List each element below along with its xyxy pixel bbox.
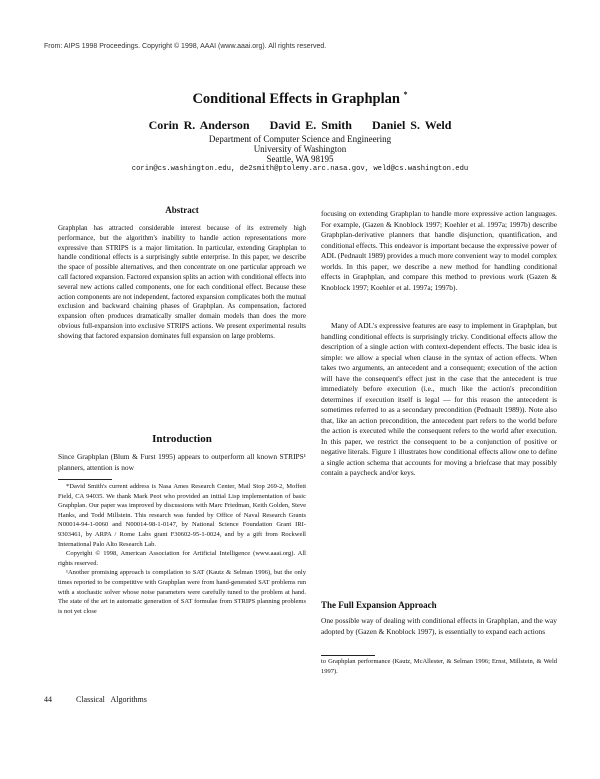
footnotes-left [58,482,306,616]
footnote-continued [321,657,557,676]
provenance-line: From: AIPS 1998 Proceedings. Copyright © 1998, AAAI (www.aaai.org). All rights reserved. [44,43,327,50]
footnote-1: ¹Another promising approach is compilation to SAT (Kautz & Selman 1996), but the only times reported to be competitive with Graphplan were from hand-generated SAT problems run with a stochastic solver whose noise parameters were carefully tuned to the problem at hand. The state of the art in automatic generation of SAT formulae from STRIPS planning problems is not yet close [58,569,306,615]
right-column-paragraph-3 [321,616,557,637]
author-emails: corin@cs.washington.edu, de2smith@ptolemy.arc.nasa.gov, weld@cs.washington.edu [131,165,469,173]
right-column-paragraph-2 [321,321,557,479]
affiliation-city: Seattle, WA 98195 [266,154,334,164]
affiliation-university: University of Washington [253,144,347,154]
right-column-paragraph-1 [321,209,557,293]
page-number: 44 [44,695,52,704]
footnote-copyright: Copyright © 1998, American Association for Artificial Intelligence (www.aaai.org). All rights reserved. [58,550,306,567]
full-expansion-heading: The Full Expansion Approach [321,600,437,610]
footnote-author-note: *David Smith's current address is Nasa Ames Research Center, Mail Stop 269-2, Moffett Field, CA 94035. We thank Mark Peot who provided an initial Lisp implementation of basic Graphplan. Our paper was improved by discussions with Marc Friedman, Keith Golden, Steve Hanks, and Todd Millstein. This research was funded by Office of Naval Research Grants N00014-94-1-0060 and N00014-98-1-0147, by National Science Foundation Grant IRI-9303461, by ARPA / Rome Labs grant F30602-95-1-0024, and by a gift from Rockwell International Palo Alto Research Lab. [58,483,306,548]
footnote-rule-left [58,479,112,480]
footnote-continued-text: to Graphplan performance (Kautz, McAllester, & Selman 1996; Ernst, Millstein, & Weld 1997). [321,658,557,675]
abstract-text: Graphplan has attracted considerable interest because of its extremely high performance, but the algorithm's inability to handle action representations more expressive than STRIPS is a major limitation. In particular, extending Graphplan to handle conditional effects is a surprisingly subtle enterprise. In this paper, we describe the space of possible alternatives, and then concentrate on one particular approach we call factored expansion. Factored expansion splits an action with conditional effects into several new actions called components, one for each conditional effect. Because these action components are not independent, factored expansion complicates both the mutual exclusion and backward chaining phases of Graphplan. As compensation, factored expansion often produces dramatically smaller domain models than does the more obvious full-expansion into exclusive STRIPS actions. We present experimental results showing that factored expansion dominates full expansion on large problems. [58,224,306,340]
author-list: Corin R. Anderson David E. Smith Daniel S. Weld [148,118,452,132]
right-paragraph-1-text: focusing on extending Graphplan to handle more expressive action languages. For example, (Gazen & Knoblock 1997; Koehler et al. 1997a; 1997b) describe Graphplan-derivative planners that handle disjunction, quantification, and conditional effects. This endeavor is important because the expressive power of ADL (Pednault 1989) provides a much more convenient way to model complex worlds. In this paper, we describe a new method for handling conditional effects in Graphplan, and compare this method to previous work (Gazen & Knoblock 1997; Koehler et al. 1997a; 1997b). [321,209,557,292]
introduction-heading: Introduction [152,433,212,445]
paper-title [0,90,600,108]
abstract-heading: Abstract [165,205,199,215]
page-footer [44,695,147,704]
title-text: Conditional Effects in Graphplan [192,90,400,107]
affiliation-department: Department of Computer Science and Engineering [208,134,392,144]
right-paragraph-2-text: Many of ADL's expressive features are easy to implement in Graphplan, but handling conditional effects is surprisingly tricky. Conditional effects allow the description of a single action with context-dependent effects. The basic idea is simple: we allow a special when clause in the syntax of action effects. When takes two arguments, an antecedent and a consequent; execution of the action will have the consequent's effect just in the case that the antecedent is true immediately before execution (i.e., much like the action's precondition determines if execution itself is legal — for this reason the antecedent is sometimes referred to as a secondary precondition (Pednault 1989)). Note also that, like an action precondition, the antecedent part refers to the world before the action is executed while the consequent refers to the world after execution. In this paper, we restrict the consequent to be a conjunction of positive or negative literals. Figure 1 illustrates how conditional effects allow one to define a single action schema that accounts for moving a briefcase that may possibly contain a paycheck and/or keys. [321,321,557,477]
introduction-text: Since Graphplan (Blum & Furst 1995) appears to outperform all known STRIPS¹ planners, attention is now [58,452,306,472]
footnote-rule-right [321,655,375,656]
right-paragraph-3-text: One possible way of dealing with conditional effects in Graphplan, and the way adopted by (Gazen & Knoblock 1997), is essentially to expand each actions [321,616,557,636]
section-name: Classical Algorithms [76,695,147,704]
introduction-body [58,452,306,473]
abstract-body [58,224,306,342]
title-footnote-mark: * [403,90,408,99]
